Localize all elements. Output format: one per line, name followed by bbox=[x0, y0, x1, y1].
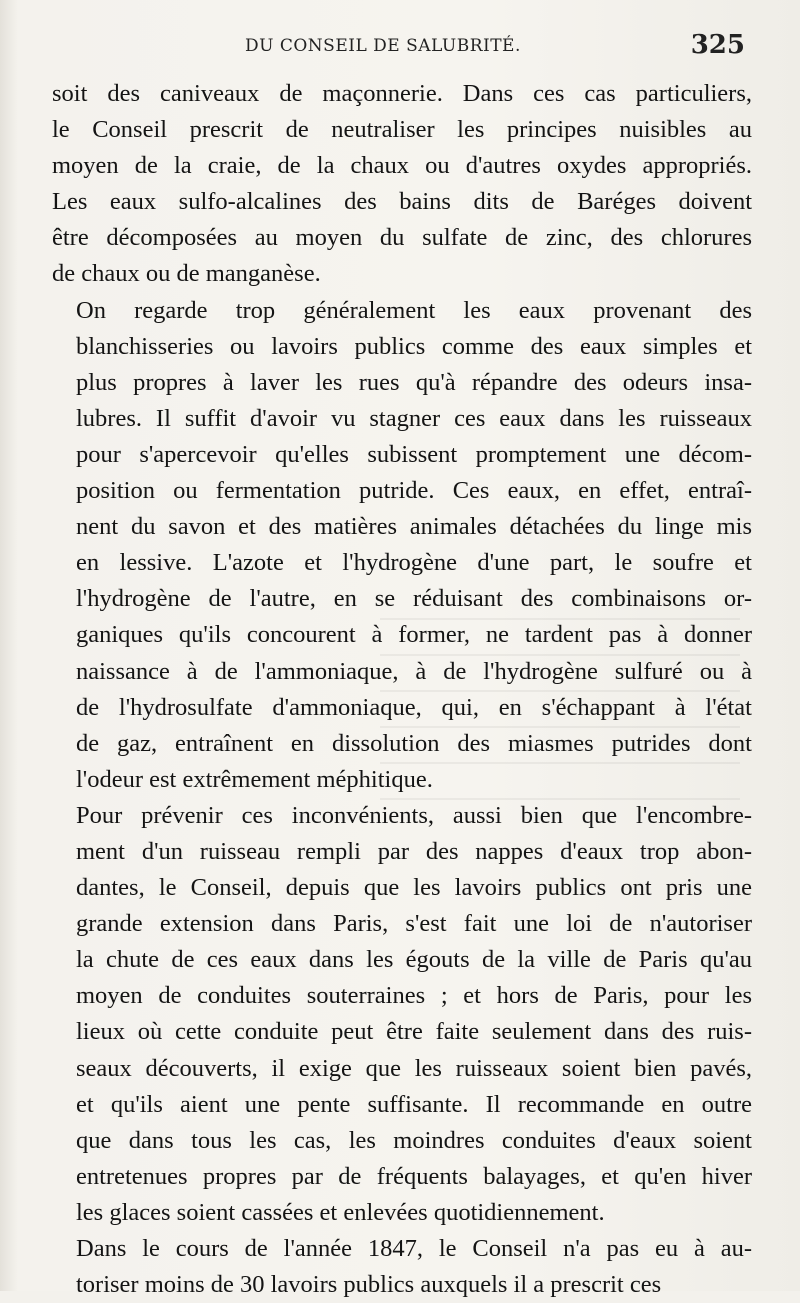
text-line: ment d'un ruisseau rempli par des nappes d'eaux trop abon- bbox=[76, 837, 752, 865]
paragraph bbox=[52, 293, 752, 798]
text-line: lubres. Il suffit d'avoir vu stagner ces eaux dans les ruisseaux bbox=[76, 404, 752, 432]
paragraph bbox=[52, 76, 752, 293]
text-line: la chute de ces eaux dans les égouts de la ville de Paris qu'au bbox=[76, 946, 752, 974]
text-line: l'odeur est extrêmement méphitique. bbox=[76, 765, 433, 793]
paragraph bbox=[52, 798, 752, 1231]
text-line: position ou fermentation putride. Ces eaux, en effet, entraî- bbox=[76, 477, 752, 505]
text-line: de gaz, entraînent en dissolution des miasmes putrides dont bbox=[76, 729, 752, 757]
page-number: 325 bbox=[690, 30, 745, 60]
text-line: dantes, le Conseil, depuis que les lavoirs publics ont pris une bbox=[76, 874, 752, 902]
text-line: grande extension dans Paris, s'est fait une loi de n'autoriser bbox=[76, 910, 752, 938]
text-line: Les eaux sulfo-alcalines des bains dits de Baréges doivent bbox=[52, 188, 752, 216]
text-line: moyen de conduites souterraines ; et hors de Paris, pour les bbox=[76, 982, 752, 1010]
text-line: entretenues propres par de fréquents balayages, et qu'en hiver bbox=[76, 1162, 752, 1190]
text-line: de chaux ou de manganèse. bbox=[52, 260, 321, 288]
text-line: et qu'ils aient une pente suffisante. Il recommande en outre bbox=[76, 1090, 752, 1118]
text-line: l'hydrogène de l'autre, en se réduisant des combinaisons or- bbox=[76, 585, 752, 613]
text-line: pour s'apercevoir qu'elles subissent promptement une décom- bbox=[76, 440, 752, 468]
text-line: en lessive. L'azote et l'hydrogène d'une part, le soufre et bbox=[76, 549, 752, 577]
text-line: On regarde trop généralement les eaux provenant des bbox=[76, 296, 752, 324]
paragraph bbox=[52, 1231, 752, 1303]
text-line: soit des caniveaux de maçonnerie. Dans ces cas particuliers, bbox=[52, 80, 752, 107]
text-line: blanchisseries ou lavoirs publics comme des eaux simples et bbox=[76, 332, 752, 360]
text-line: les glaces soient cassées et enlevées quotidiennement. bbox=[76, 1198, 605, 1226]
body-text bbox=[52, 76, 752, 1303]
text-line: plus propres à laver les rues qu'à répandre des odeurs insa- bbox=[76, 368, 752, 396]
text-line: lieux où cette conduite peut être faite seulement dans des ruis- bbox=[76, 1018, 752, 1046]
text-line: Pour prévenir ces inconvénients, aussi bien que l'encombre- bbox=[76, 801, 752, 829]
text-line: moyen de la craie, de la chaux ou d'autres oxydes appropriés. bbox=[52, 152, 752, 180]
text-line: que dans tous les cas, les moindres conduites d'eaux soient bbox=[76, 1126, 752, 1154]
text-line: le Conseil prescrit de neutraliser les principes nuisibles au bbox=[52, 116, 752, 144]
text-line: toriser moins de 30 lavoirs publics auxquels il a prescrit ces bbox=[76, 1271, 662, 1299]
text-line: naissance à de l'ammoniaque, à de l'hydrogène sulfuré ou à bbox=[76, 657, 752, 685]
text-line: seaux découverts, il exige que les ruisseaux soient bien pavés, bbox=[76, 1054, 752, 1082]
text-line: nent du savon et des matières animales détachées du linge mis bbox=[76, 513, 752, 541]
text-line: ganiques qu'ils concourent à former, ne tardent pas à donner bbox=[76, 621, 752, 649]
text-line: être décomposées au moyen du sulfate de zinc, des chlorures bbox=[52, 224, 752, 252]
text-line: de l'hydrosulfate d'ammoniaque, qui, en s'échappant à l'état bbox=[76, 693, 752, 721]
page-header bbox=[55, 30, 745, 66]
text-line: Dans le cours de l'année 1847, le Conseil n'a pas eu à au- bbox=[76, 1235, 752, 1262]
running-title: DU CONSEIL DE SALUBRITÉ. bbox=[245, 36, 521, 56]
